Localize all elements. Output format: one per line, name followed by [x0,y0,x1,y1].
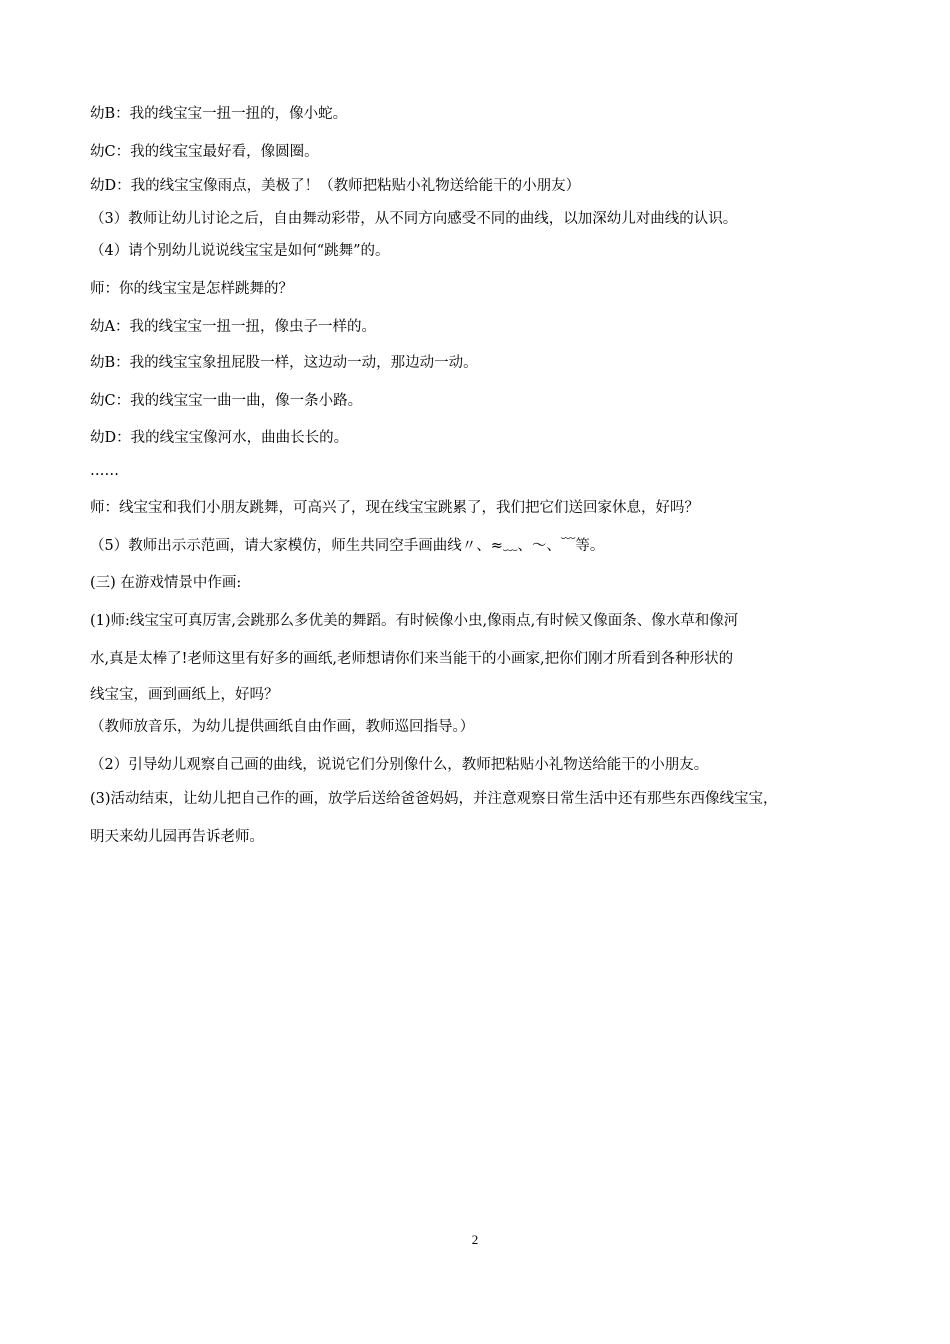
teacher-statement-line: 师：线宝宝和我们小朋友跳舞，可高兴了，现在线宝宝跳累了，我们把它们送回家休息，好吗？ [90,500,699,516]
dialogue-line-child-b-2: 幼B：我的线宝宝象扭屁股一样，这边动一动，那边动一动。 [90,355,478,371]
section-3-paragraph-1-line-2: 水,真是太棒了!老师这里有好多的画纸,老师想请你们来当能干的小画家,把你们刚才所看到各种形状的 [90,651,734,667]
dialogue-line-child-d: 幼D：我的线宝宝像雨点，美极了！（教师把粘贴小礼物送给能干的小朋友） [90,178,581,194]
page-number: 2 [471,1232,479,1247]
dialogue-line-child-c-2: 幼C：我的线宝宝一曲一曲，像一条小路。 [90,393,363,409]
dialogue-line-child-c: 幼C：我的线宝宝最好看，像圆圈。 [90,144,319,160]
section-3-heading: (三) 在游戏情景中作画: [90,575,242,591]
teacher-question-line: 师：你的线宝宝是怎样跳舞的？ [90,281,293,297]
step-4-paragraph: （4）请个别幼儿说说线宝宝是如何“跳舞”的。 [90,243,390,259]
section-3-paragraph-1-line-3: 线宝宝，画到画纸上，好吗？ [90,687,279,703]
section-3-paragraph-2: （2）引导幼儿观察自己画的曲线，说说它们分别像什么，教师把粘贴小礼物送给能干的小朋友。 [90,757,709,773]
teacher-note-line: （教师放音乐，为幼儿提供画纸自由作画，教师巡回指导。） [90,719,475,735]
step-5-paragraph: （5）教师出示示范画，请大家模仿，师生共同空手画曲线〃、≈﹏、～、﹋等。 [90,538,605,554]
dialogue-line-child-b: 幼B：我的线宝宝一扭一扭的，像小蛇。 [90,106,348,122]
dialogue-line-child-d-2: 幼D：我的线宝宝像河水，曲曲长长的。 [90,430,349,446]
section-3-paragraph-3-line-1: (3)活动结束，让幼儿把自己作的画，放学后送给爸爸妈妈，并注意观察日常生活中还有那些东西像线宝宝， [90,791,778,807]
step-3-paragraph: （3）教师让幼儿讨论之后，自由舞动彩带，从不同方向感受不同的曲线，以加深幼儿对曲线的认识。 [90,211,738,227]
section-3-paragraph-1-line-1: (1)师:线宝宝可真厉害,会跳那么多优美的舞蹈。有时候像小虫,像雨点,有时候又像面条、像水草和像河 [90,613,739,629]
section-3-paragraph-3-line-2: 明天来幼儿园再告诉老师。 [90,829,264,845]
ellipsis-line: …… [90,463,119,479]
dialogue-line-child-a: 幼A：我的线宝宝一扭一扭，像虫子一样的。 [90,319,376,335]
